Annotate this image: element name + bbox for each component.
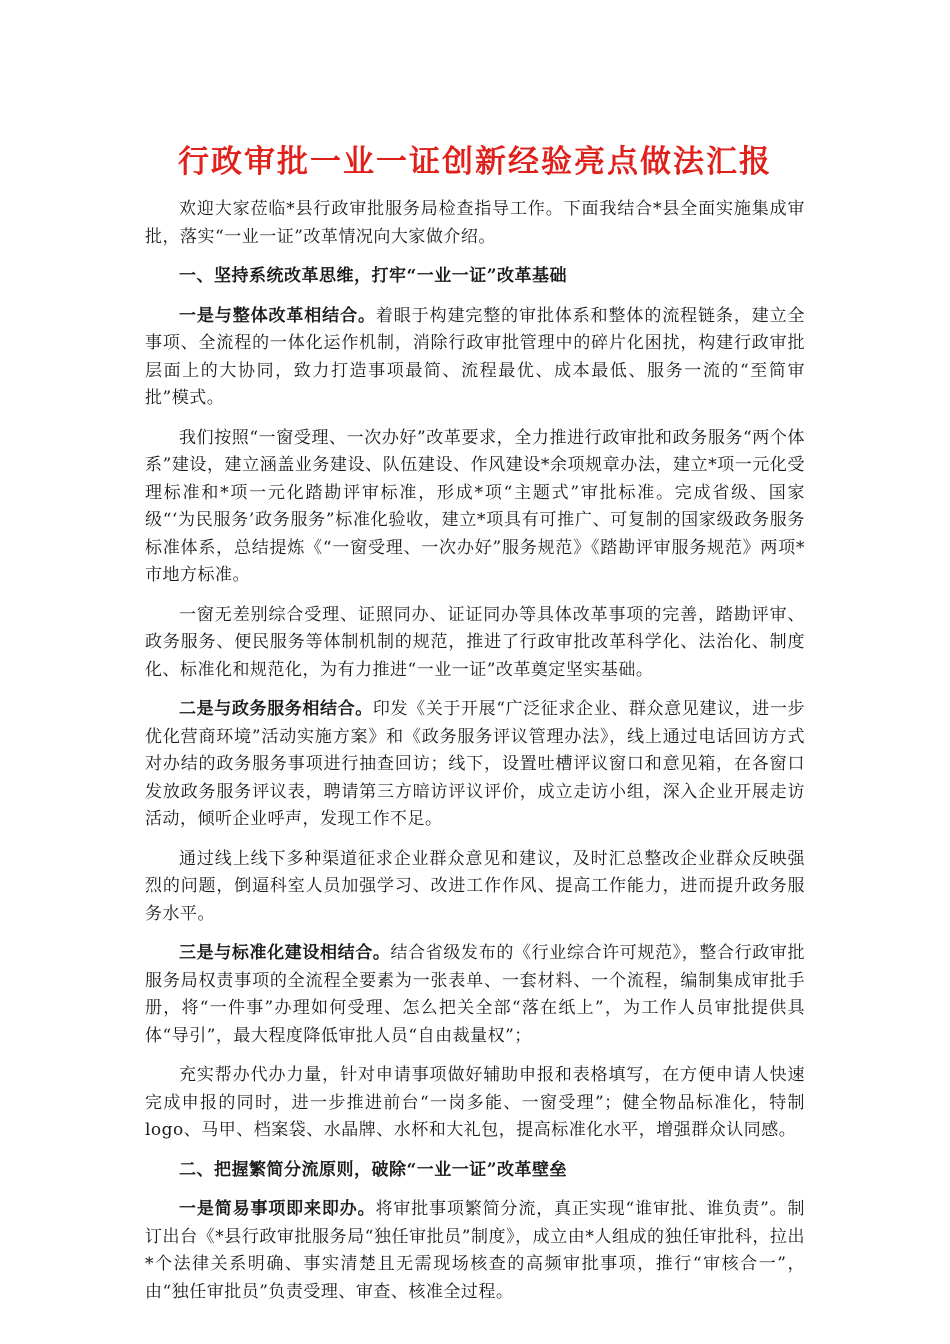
- paragraph-text: 一、坚持系统改革思维，打牢“一业一证”改革基础: [179, 266, 568, 286]
- paragraph-text: 着眼于构建完整的审批体系和整体的流程链条，建立全事项、全流程的一体化运作机制，消除行政审批管理中的碎片化困扰，构建行政审批层面上的大协同，致力打造事项最简、流程最优、成本最低、服务一流的“至简审批”模式。: [145, 305, 806, 408]
- paragraph-text: 充实帮办代办力量，针对申请事项做好辅助申报和表格填写，在方便申请人快速完成申报的同时，进一步推进前台“一岗多能、一窗受理”；健全物品标准化，特制logo、马甲、档案袋、水晶牌、水杯和大礼包，提高标准化水平，增强群众认同感。: [145, 1065, 805, 1140]
- section-heading: [145, 1157, 805, 1185]
- paragraph-text: 二、把握繁简分流原则，破除“一业一证”改革壁垒: [179, 1159, 568, 1180]
- paragraph-text: 一窗无差别综合受理、证照同办、证证同办等具体改革事项的完善，踏勘评审、政务服务、便民服务等体制机制的规范，推进了行政审批改革科学化、法治化、制度化、标准化和规范化，为有力推进“一业一证”改革奠定坚实基础。: [145, 604, 805, 680]
- paragraph-lead: 二是与政务服务相结合。: [179, 699, 373, 719]
- paragraph-text: 欢迎大家莅临*县行政审批服务局检查指导工作。下面我结合*县全面实施集成审批，落实“一业一证”改革情况向大家做介绍。: [145, 199, 805, 247]
- body-paragraph: [145, 696, 805, 834]
- paragraph-lead: 三是与标准化建设相结合。: [179, 943, 391, 963]
- paragraph-text: 我们按照“一窗受理、一次办好”改革要求，全力推进行政审批和政务服务“两个体系”建设，建立涵盖业务建设、队伍建设、作风建设*余项规章办法，建立*项一元化受理标准和*项一元化踏勘评审标准，形成*项“主题式”审批标准。完成省级、国家级“‘为民服务’政务服务”标准化验收，建立*项具有可推广、可复制的国家级政务服务标准体系，总结提炼《“一窗受理、一次办好”服务规范》《踏勘评审服务规范》两项*市地方标准。: [145, 427, 805, 585]
- body-paragraph: [145, 602, 805, 685]
- paragraph-lead: 一是简易事项即来即办。: [179, 1199, 376, 1219]
- body-paragraph: [145, 196, 805, 251]
- body-paragraph: [145, 1196, 805, 1306]
- document-body: [145, 196, 805, 1306]
- section-heading: [145, 263, 805, 291]
- body-paragraph: [145, 1062, 805, 1145]
- paragraph-text: 结合省级发布的《行业综合许可规范》，整合行政审批服务局权责事项的全流程全要素为一张表单、一套材料、一个流程，编制集成审批手册，将“一件事”办理如何受理、怎么把关全部“落在纸上”，为工作人员审批提供具体“导引”，最大程度降低审批人员“自由裁量权”；: [145, 943, 806, 1046]
- body-paragraph: [145, 425, 805, 590]
- document-title: 行政审批一业一证创新经验亮点做法汇报: [178, 144, 772, 180]
- paragraph-text: 通过线上线下多种渠道征求企业群众意见和建议，及时汇总整改企业群众反映强烈的问题，倒逼科室人员加强学习、改进工作作风、提高工作能力，进而提升政务服务水平。: [145, 848, 805, 924]
- document-page: [145, 140, 805, 1318]
- body-paragraph: [145, 940, 805, 1050]
- paragraph-lead: 一是与整体改革相结合。: [179, 305, 376, 326]
- paragraph-text: 将审批事项繁简分流，真正实现“谁审批、谁负责”。制订出台《*县行政审批服务局“独任审批员”制度》，成立由*人组成的独任审批科，拉出*个法律关系明确、事实清楚且无需现场核查的高频审批事项，推行“审核合一”，由“独任审批员”负责受理、审查、核准全过程。: [145, 1199, 805, 1302]
- paragraph-text: 印发《关于开展“广泛征求企业、群众意见建议，进一步优化营商环境”活动实施方案》和《政务服务评议管理办法》，线上通过电话回访方式对办结的政务服务事项进行抽查回访；线下，设置吐槽评议窗口和意见箱，在各窗口发放政务服务评议表，聘请第三方暗访评议评价，成立走访小组，深入企业开展走访活动，倾听企业呼声，发现工作不足。: [145, 699, 805, 829]
- body-paragraph: [145, 846, 805, 929]
- body-paragraph: [145, 303, 805, 413]
